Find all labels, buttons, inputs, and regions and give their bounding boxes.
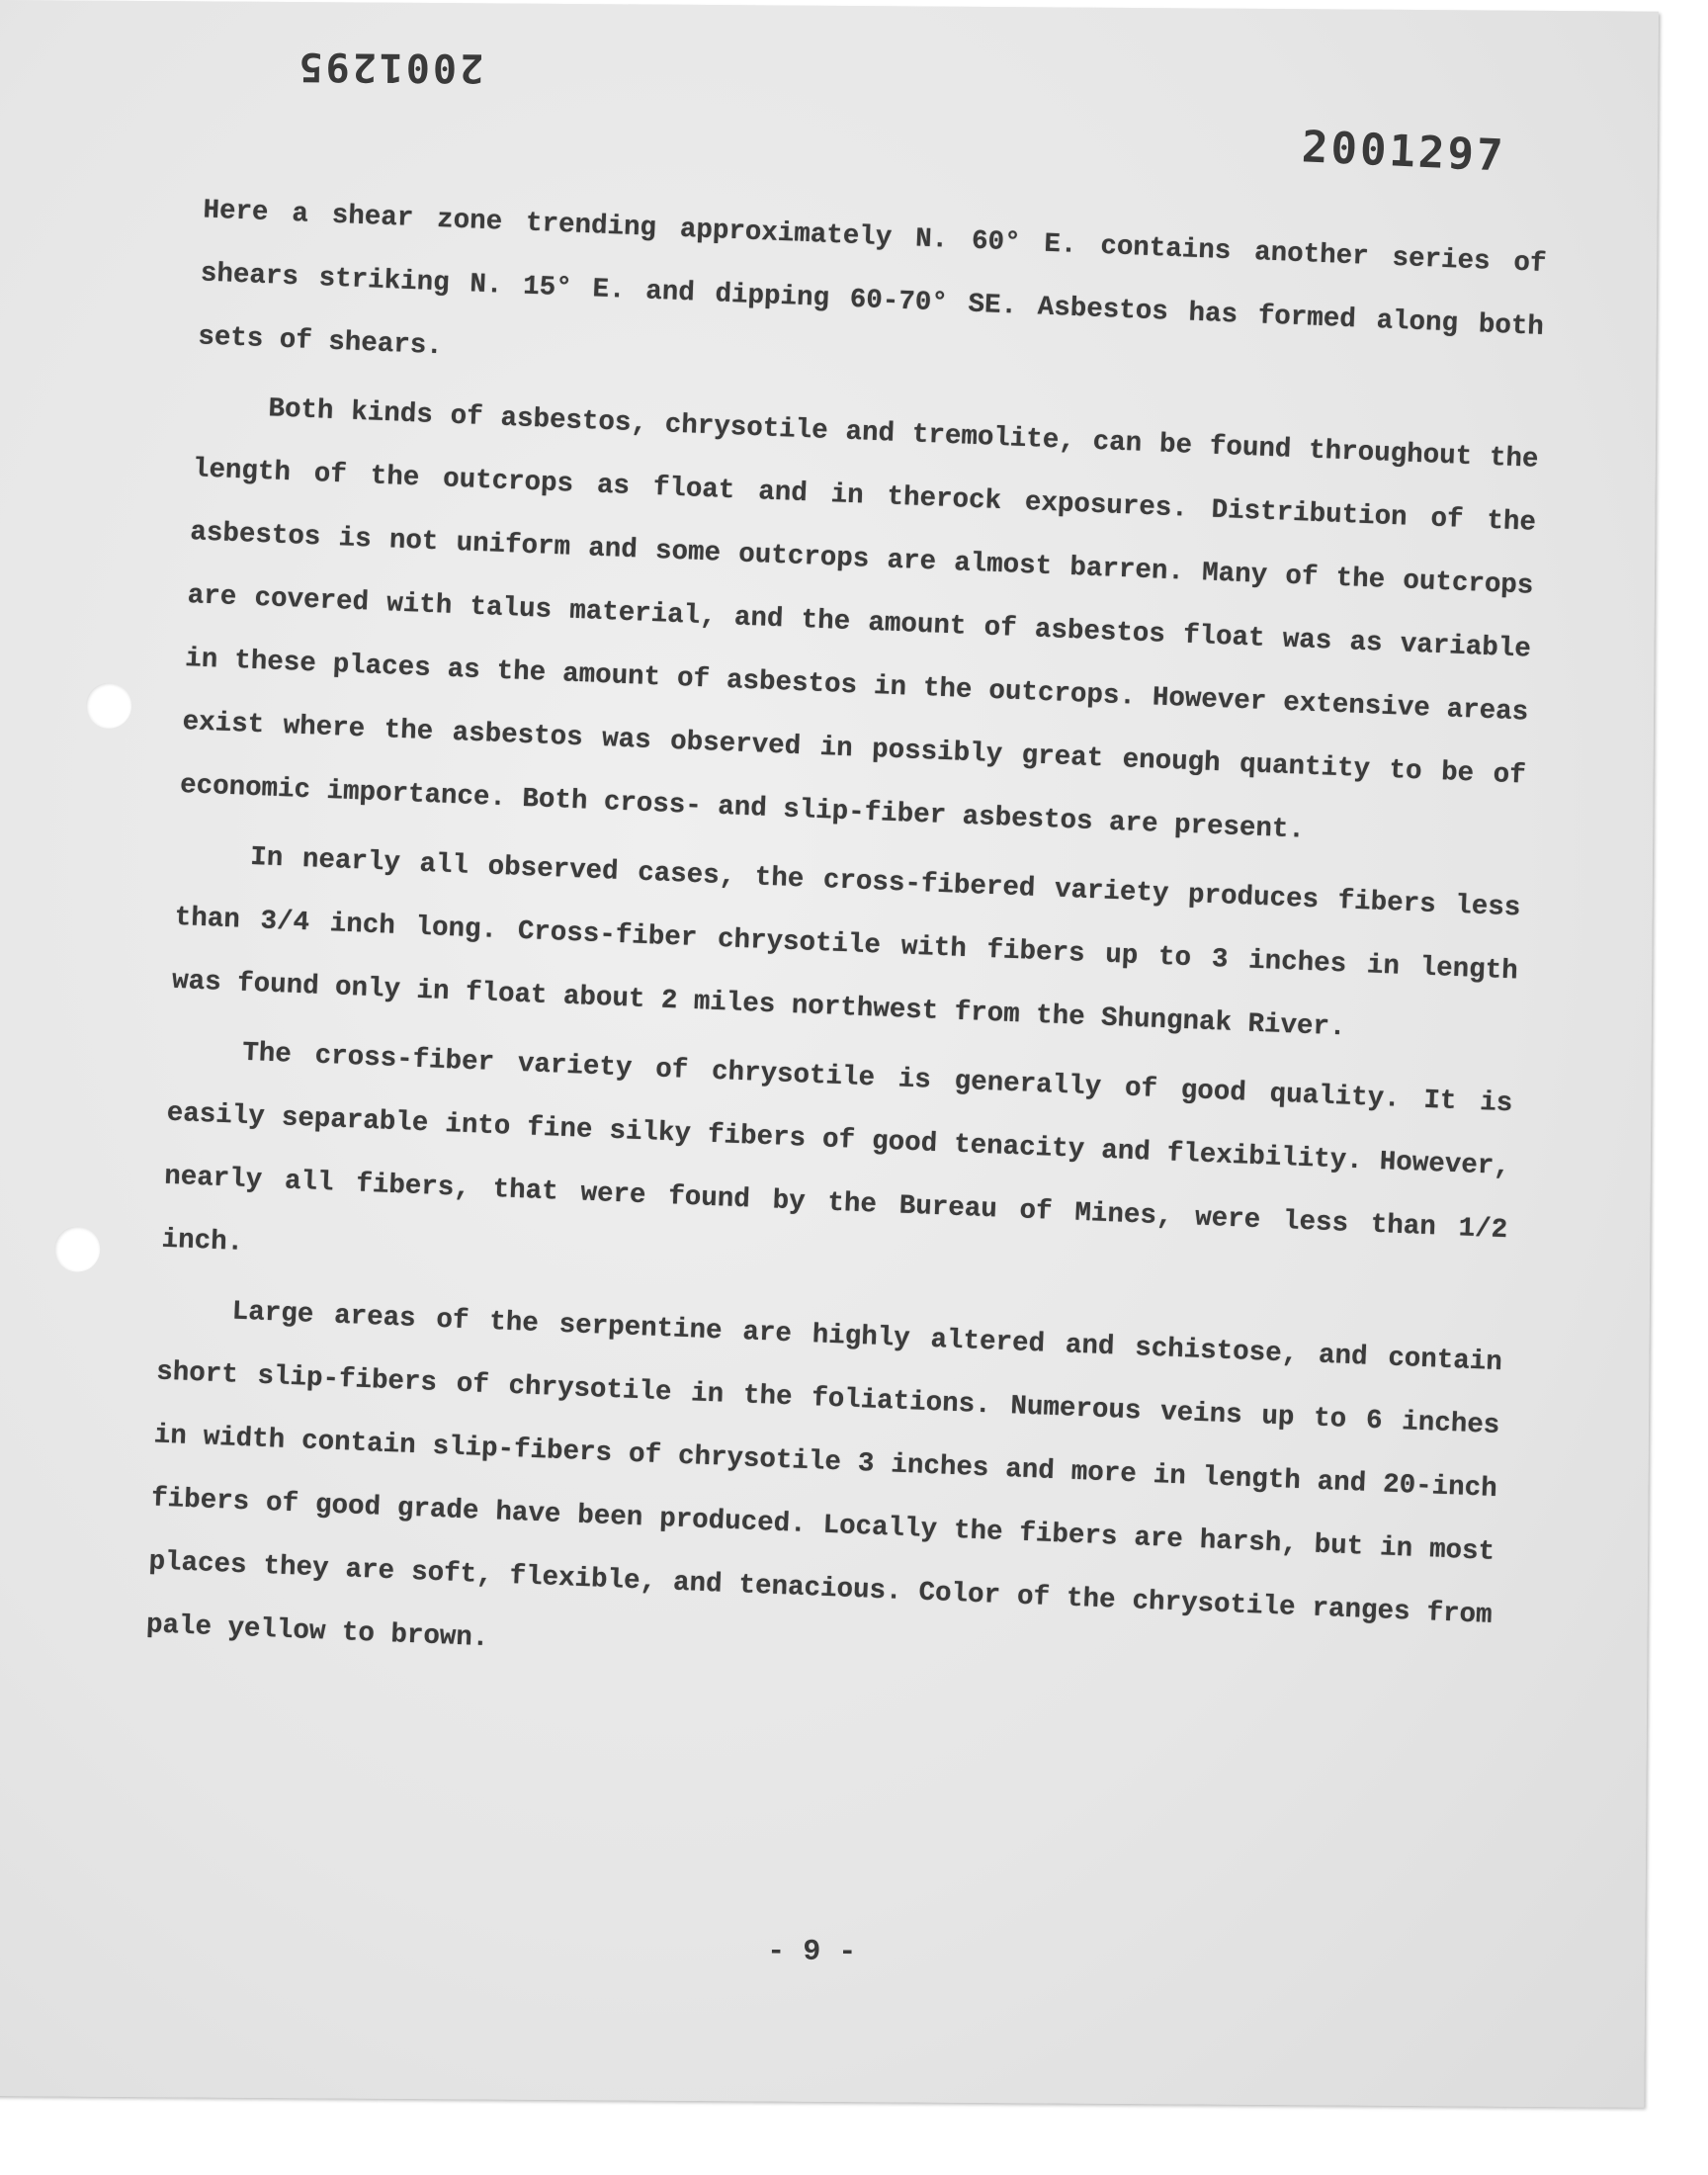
document-stamp-top: 2001295 — [296, 44, 484, 91]
paragraph-cross-fiber-quality: The cross-fiber variety of chrysotile is generally of good quality. It is easily separable into fine silky fibers of good tenacity and flexibility. However, nearly all fibers, that were found by the Bureau of Mines, were less than 1/2 inch. — [161, 1037, 1513, 1259]
punch-hole — [54, 1226, 100, 1271]
paragraph-serpentine: Large areas of the serpentine are highly altered and schistose, and contain short slip-fibers of chrysotile in the foliations. Numerous veins up to 6 inches in width contain slip-fibers of chrysotile 3 inches and more in length and 20-inch fibers of good grade have been produced. Locally the fibers are harsh, but in most places they are soft, flexible, and tenacious. Color of the chrysotile ranges from pale yellow to brown. — [145, 1296, 1503, 1655]
document-stamp-number: 2001297 — [1300, 122, 1507, 182]
document-body — [145, 179, 1548, 1710]
page-number: - 9 - — [767, 1935, 857, 1970]
paragraph-shear-zone: Here a shear zone trending approximately N. 60° E. contains another series of shears striking N. 15° E. and dipping 60-70° SE. Asbestos has formed along both sets of shears. — [197, 195, 1548, 363]
paragraph-asbestos-kinds: Both kinds of asbestos, chrysotile and tremolite, can be found throughout the length of the outcrops as float and in therock exposures. Distribution of the asbestos is not uniform and some outcrops are almost barren. Many of the outcrops are covered with talus material, and the amount of asbestos float was as variable in these places as the amount of asbestos in the outcrops. However extensive areas exist where the asbestos was observed in possibly great enough quantity to be of economic importance. Both cross- and slip-fiber asbestos are present. — [179, 393, 1540, 846]
paragraph-cross-fiber-length: In nearly all observed cases, the cross-fibered variety produces fibers less than 3/4 inch long. Cross-fiber chrysotile with fibers up to 3 inches in length was found only in float about 2 miles northwest from the Shungnak River. — [171, 841, 1521, 1044]
punch-hole — [86, 683, 131, 729]
